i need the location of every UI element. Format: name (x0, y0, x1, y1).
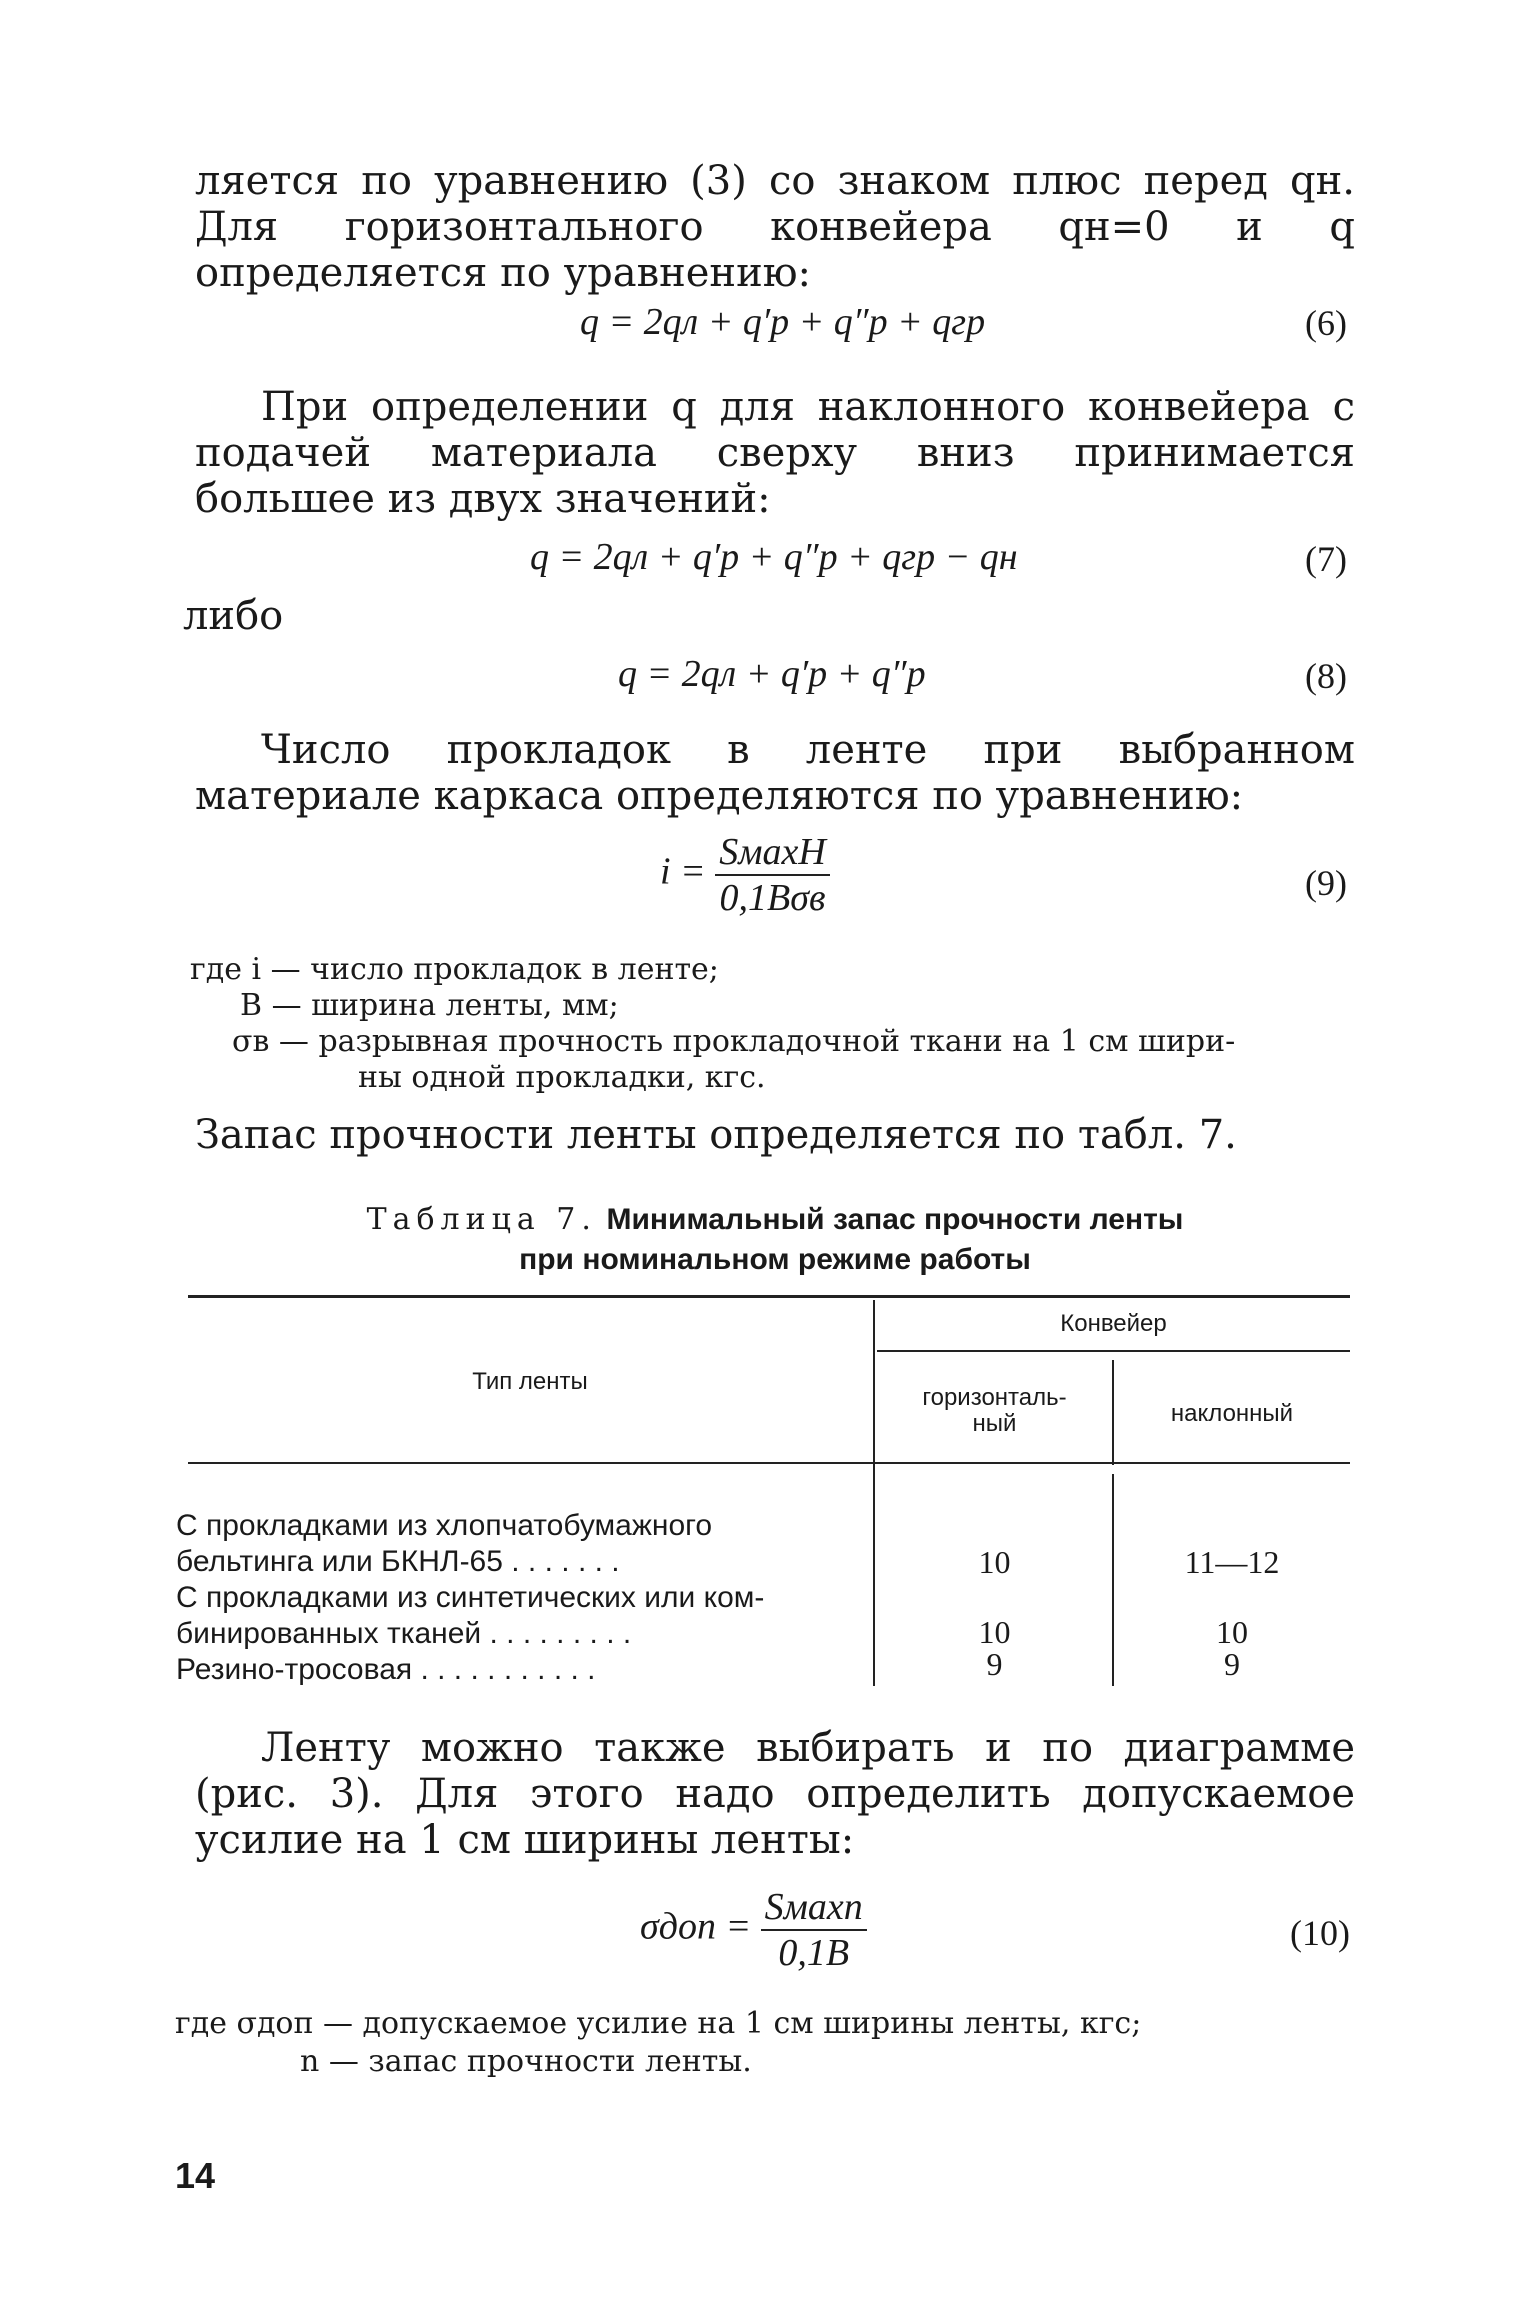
equation-7-number: (7) (1305, 539, 1347, 579)
table-caption-label: Таблица 7. (366, 1202, 597, 1237)
definition-i: где i — число прокладок в ленте; (190, 952, 719, 987)
row-2-horizontal: 10 (978, 1614, 1011, 1650)
row-2-line-2: бинированных тканей . . . . . . . . . (176, 1617, 632, 1650)
table-row-1-type (176, 1508, 876, 1580)
table-caption-line2: при номинальном режиме работы (519, 1243, 1031, 1276)
equation-9-denominator: 0,1Bσв (715, 874, 830, 920)
row-1-horizontal: 10 (978, 1544, 1011, 1580)
table-group-rule (877, 1350, 1350, 1352)
row-3-horizontal: 9 (986, 1646, 1003, 1682)
paragraph-1: ляется по уравнению (3) со знаком плюс перед qн. Для горизонтального конвейера qн=0 и q определяется по уравнению: (195, 158, 1355, 296)
table-header-rule (188, 1462, 1350, 1464)
equation-10-numerator: Sмахn (764, 1886, 863, 1928)
column-type: Тип ленты (472, 1368, 588, 1395)
column-group-conveyor: Конвейер (1060, 1310, 1167, 1337)
table-row-2-type (176, 1580, 876, 1652)
equation-6: q = 2qл + q′р + q″р + qгр (580, 301, 986, 343)
equation-10-lhs: σдоп = (640, 1905, 752, 1948)
column-horizontal: горизонталь- ный (922, 1384, 1067, 1437)
equation-9-lhs: i = (660, 850, 706, 893)
table-top-rule (188, 1295, 1350, 1298)
equation-10-fraction (761, 1885, 867, 1975)
equation-8: q = 2qл + q′р + q″р (618, 653, 926, 695)
row-1-inclined: 11—12 (1184, 1544, 1280, 1580)
row-1-line-1: С прокладками из хлопчатобумажного (176, 1509, 713, 1542)
row-3-inclined: 9 (1224, 1646, 1240, 1682)
paragraph-2: При определении q для наклонного конвейера с подачей материала сверху вниз принимается большее из двух значений: (195, 384, 1355, 522)
equation-6-number: (6) (1305, 303, 1347, 343)
definition-sigma-dop: где σдоп — допускаемое усилие на 1 см ширины ленты, кгс; (175, 2006, 1142, 2041)
definition-b: B — ширина ленты, мм; (240, 988, 619, 1023)
row-1-line-2: бельтинга или БКНЛ-65 . . . . . . . (176, 1545, 620, 1578)
row-2-inclined: 10 (1216, 1614, 1248, 1650)
equation-7: q = 2qл + q′р + q″р + qгр − qн (530, 536, 1018, 578)
equation-8-number: (8) (1305, 656, 1347, 696)
row-3-line-1: Резино-тросовая . . . . . . . . . . . (176, 1653, 596, 1686)
paragraph-4: Запас прочности ленты определяется по табл. 7. (195, 1112, 1237, 1158)
table-caption-line1: Минимальный запас прочности ленты (606, 1203, 1184, 1236)
equation-9-number: (9) (1305, 863, 1347, 903)
definition-n: n — запас прочности ленты. (300, 2044, 752, 2079)
equation-10-number: (10) (1290, 1913, 1350, 1953)
equation-10 (640, 1885, 867, 1975)
definition-sigma-cont: ны одной прокладки, кгс. (358, 1060, 766, 1095)
column-inclined: наклонный (1170, 1400, 1294, 1427)
paragraph-3: Число прокладок в ленте при выбранном материале каркаса определяются по уравнению: (195, 727, 1355, 819)
equation-9-numerator: SмахH (719, 831, 826, 873)
paragraph-5: Ленту можно также выбирать и по диаграмме (рис. 3). Для этого надо определить допускаемое усилие на 1 см ширины ленты: (195, 1725, 1355, 1863)
row-2-line-1: С прокладками из синтетических или ком- (176, 1581, 765, 1614)
page-number: 14 (175, 2155, 216, 2196)
equation-10-denominator: 0,1B (761, 1929, 867, 1975)
table-row-3-type (176, 1652, 876, 1688)
definition-sigma: σв — разрывная прочность прокладочной ткани на 1 см шири- (232, 1024, 1236, 1059)
or-word: либо (183, 593, 284, 639)
